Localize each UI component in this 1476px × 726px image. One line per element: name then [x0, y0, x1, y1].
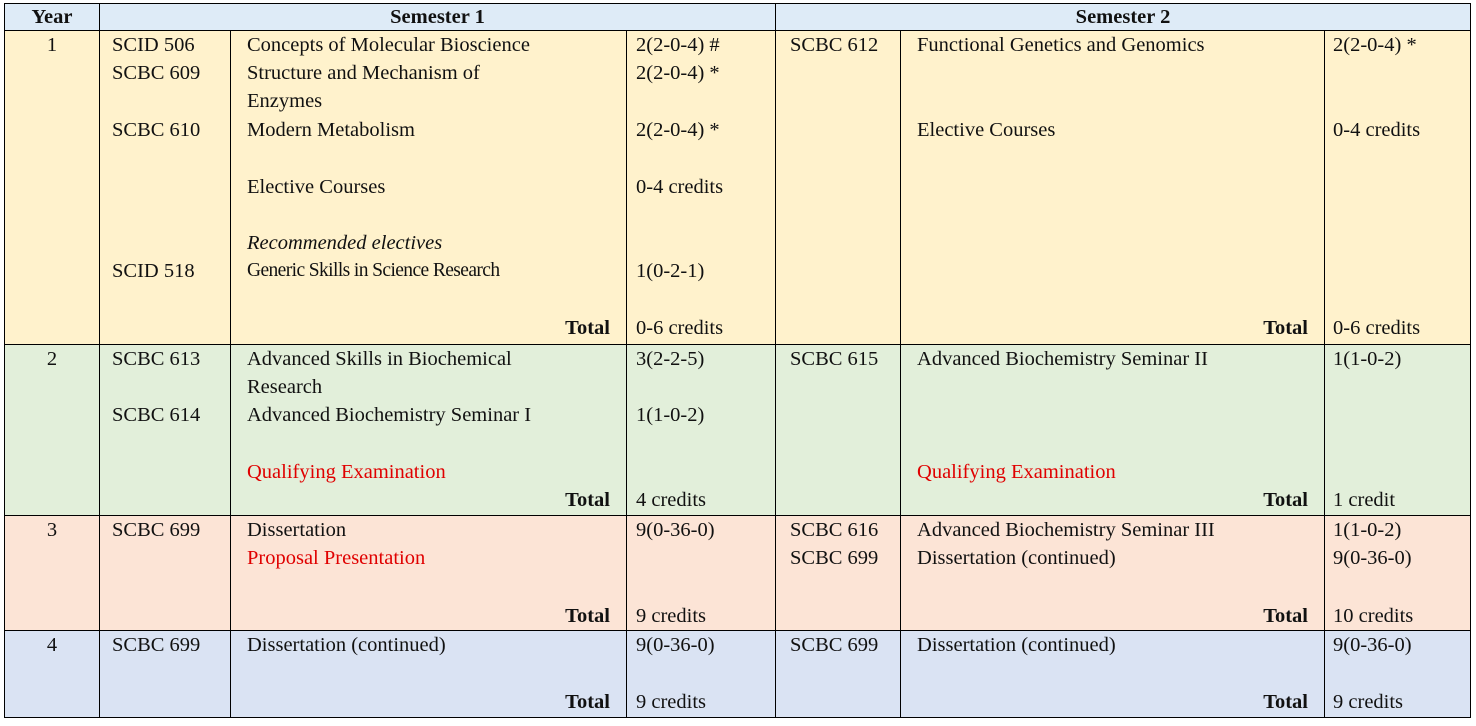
course-name: Concepts of Molecular Bioscience	[247, 34, 530, 56]
course-name: Research	[247, 376, 323, 398]
header-year: Year	[5, 4, 100, 31]
s1-credits	[627, 345, 776, 516]
total-label: Total	[565, 317, 610, 339]
qualifying-exam-label: Qualifying Examination	[917, 461, 1116, 483]
course-credits: 9(0-36-0)	[636, 634, 715, 656]
total-credits: 9 credits	[636, 605, 707, 627]
header-semester-1: Semester 1	[100, 4, 776, 31]
course-code: SCBC 612	[790, 34, 879, 56]
course-name: Dissertation	[247, 519, 347, 541]
year-number: 4	[46, 634, 58, 656]
course-name: Dissertation (continued)	[247, 634, 446, 656]
course-credits: 2(2-0-4) *	[636, 62, 720, 84]
course-code: SCID 506	[112, 34, 195, 56]
elective-label: Elective Courses	[917, 119, 1056, 141]
s2-codes	[776, 631, 901, 718]
course-credits: 1(1-0-2)	[1333, 348, 1402, 370]
s2-credits	[1325, 345, 1471, 516]
total-credits: 10 credits	[1333, 605, 1414, 627]
curriculum-table	[4, 3, 1471, 718]
year-row-4	[5, 631, 1471, 718]
course-credits: 3(2-2-5)	[636, 348, 705, 370]
course-credits: 9(0-36-0)	[636, 519, 715, 541]
course-name: Dissertation (continued)	[917, 547, 1116, 569]
course-name: Structure and Mechanism of	[247, 62, 480, 84]
course-credits: 1(1-0-2)	[636, 404, 705, 426]
total-credits: 0-6 credits	[1333, 317, 1421, 339]
total-label: Total	[1263, 317, 1309, 339]
course-credits: 1(0-2-1)	[636, 260, 705, 282]
year-row-1	[5, 31, 1471, 345]
course-code: SCBC 609	[112, 62, 201, 84]
total-label: Total	[565, 489, 610, 511]
year-cell	[5, 345, 100, 516]
year-number: 2	[46, 348, 58, 370]
s1-names	[231, 345, 627, 516]
s2-codes	[776, 31, 901, 345]
course-code: SCBC 699	[112, 519, 201, 541]
year-number: 1	[46, 34, 58, 56]
s1-credits	[627, 631, 776, 718]
header-semester-2: Semester 2	[776, 4, 1471, 31]
s2-credits	[1325, 31, 1471, 345]
course-code: SCBC 699	[112, 634, 201, 656]
year-number: 3	[46, 519, 58, 541]
elective-label: Elective Courses	[247, 176, 386, 198]
s1-names	[231, 516, 627, 631]
course-code: SCBC 699	[790, 634, 879, 656]
course-credits: 2(2-0-4) *	[1333, 34, 1417, 56]
elective-credits: 0-4 credits	[636, 176, 724, 198]
recommended-electives-label: Recommended electives	[247, 232, 443, 254]
course-credits: 9(0-36-0)	[1333, 634, 1412, 656]
total-credits: 9 credits	[636, 691, 707, 713]
s2-names	[901, 31, 1325, 345]
total-label: Total	[1263, 605, 1309, 627]
course-name: Enzymes	[247, 90, 323, 112]
curriculum-table-wrapper	[4, 3, 1471, 718]
qualifying-exam-label: Qualifying Examination	[247, 461, 446, 483]
course-credits: 9(0-36-0)	[1333, 547, 1412, 569]
course-name: Advanced Biochemistry Seminar II	[917, 348, 1208, 370]
course-code: SCBC 615	[790, 348, 879, 370]
total-credits: 1 credit	[1333, 489, 1396, 511]
course-name: Advanced Skills in Biochemical	[247, 348, 512, 370]
year-row-3	[5, 516, 1471, 631]
year-row-2	[5, 345, 1471, 516]
s1-codes	[100, 31, 231, 345]
total-label: Total	[565, 691, 610, 713]
course-credits: 2(2-0-4) #	[636, 34, 720, 56]
total-credits: 4 credits	[636, 489, 707, 511]
course-name: Generic Skills in Science Research	[247, 260, 500, 281]
s1-names	[231, 31, 627, 345]
total-label: Total	[1263, 691, 1309, 713]
total-label: Total	[565, 605, 610, 627]
course-credits: 2(2-0-4) *	[636, 119, 720, 141]
total-credits: 0-6 credits	[636, 317, 724, 339]
s2-codes	[776, 516, 901, 631]
elective-credits: 0-4 credits	[1333, 119, 1421, 141]
s2-credits	[1325, 631, 1471, 718]
year-cell	[5, 31, 100, 345]
course-name: Functional Genetics and Genomics	[917, 34, 1205, 56]
s2-codes	[776, 345, 901, 516]
course-code: SCBC 614	[112, 404, 201, 426]
header-row	[5, 4, 1471, 31]
course-name: Advanced Biochemistry Seminar I	[247, 404, 532, 426]
s2-credits	[1325, 516, 1471, 631]
s2-names	[901, 345, 1325, 516]
course-code: SCBC 699	[790, 547, 879, 569]
course-name: Advanced Biochemistry Seminar III	[917, 519, 1215, 541]
s1-codes	[100, 516, 231, 631]
s1-codes	[100, 345, 231, 516]
s1-names	[231, 631, 627, 718]
total-credits: 9 credits	[1333, 691, 1404, 713]
course-code: SCBC 616	[790, 519, 879, 541]
year-cell	[5, 516, 100, 631]
course-credits: 1(1-0-2)	[1333, 519, 1402, 541]
course-name: Modern Metabolism	[247, 119, 415, 141]
course-code: SCBC 613	[112, 348, 201, 370]
course-name: Dissertation (continued)	[917, 634, 1116, 656]
s1-codes	[100, 631, 231, 718]
s2-names	[901, 631, 1325, 718]
s1-credits	[627, 31, 776, 345]
course-code: SCID 518	[112, 260, 195, 282]
proposal-presentation-label: Proposal Presentation	[247, 547, 426, 569]
s2-names	[901, 516, 1325, 631]
course-code: SCBC 610	[112, 119, 201, 141]
s1-credits	[627, 516, 776, 631]
total-label: Total	[1263, 489, 1309, 511]
year-cell	[5, 631, 100, 718]
